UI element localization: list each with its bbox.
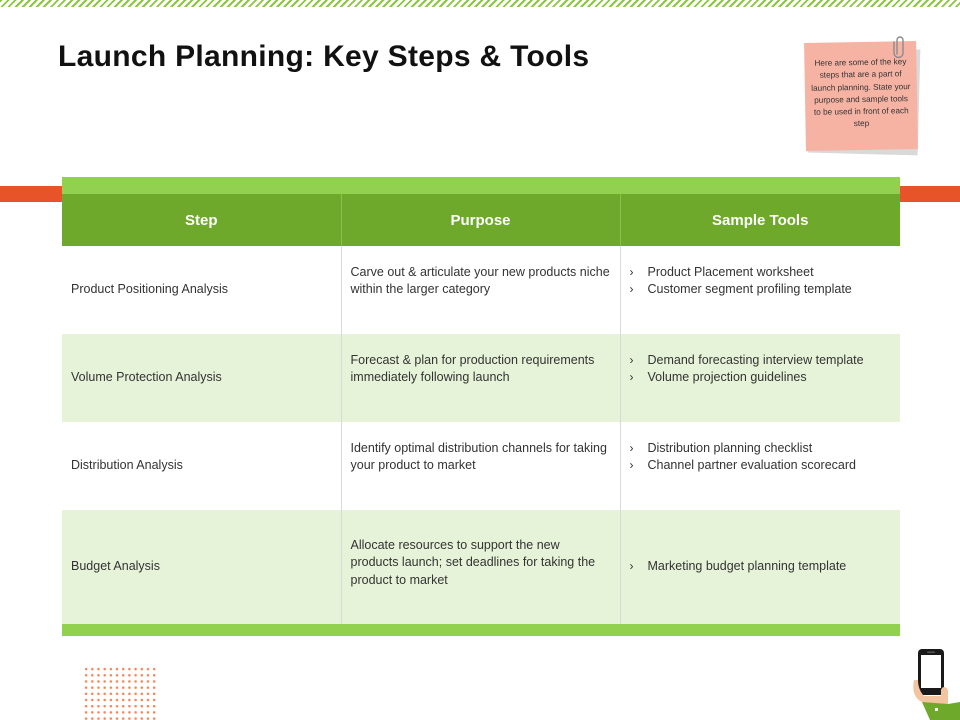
chevron-right-icon: › [629,440,634,455]
tools-cell [620,334,900,422]
chevron-right-icon: › [629,264,634,279]
chevron-right-icon: › [629,370,634,384]
table-row [62,422,900,510]
tool-item [630,264,892,282]
tools-cell [620,422,900,510]
tool-item [630,369,892,387]
tool-item [630,440,892,458]
purpose-cell: Carve out & articulate your new products niche within the larger category [341,246,620,334]
tools-cell [620,246,900,334]
tool-label: Volume projection guidelines [647,370,807,384]
accent-bar-right [900,186,960,202]
launch-steps-table [62,194,900,624]
tool-item [630,558,892,576]
tools-list [630,264,892,299]
header-purpose: Purpose [341,194,620,246]
table-top-band [62,177,900,194]
chevron-right-icon: › [629,559,634,574]
top-decorative-stripe [0,0,960,7]
table-row [62,510,900,624]
table-row [62,334,900,422]
tool-item [630,352,892,370]
page-title: Launch Planning: Key Steps & Tools [58,40,590,73]
tools-list [630,558,892,576]
sticky-note-text: Here are some of the key steps that are a part of launch planning. State your purpose and sample tools to be used in front of each step [804,41,918,151]
table-header-row [62,194,900,246]
step-cell: Volume Protection Analysis [62,334,341,422]
table-row [62,246,900,334]
tool-label: Channel partner evaluation scorecard [647,458,856,472]
tool-label: Demand forecasting interview template [647,352,864,367]
header-step: Step [62,194,341,246]
purpose-cell: Identify optimal distribution channels for taking your product to market [341,422,620,510]
step-cell: Budget Analysis [62,510,341,624]
accent-bar-left [0,186,62,202]
tools-list [630,440,892,475]
tools-list [630,352,892,387]
paperclip-icon [893,34,907,60]
tool-label: Marketing budget planning template [647,559,847,574]
chevron-right-icon: › [629,352,634,367]
tool-item [630,457,892,475]
header-sample-tools: Sample Tools [620,194,900,246]
tool-label: Distribution planning checklist [647,440,813,455]
purpose-cell: Forecast & plan for production requirements immediately following launch [341,334,620,422]
dot-pattern-decoration [83,666,158,720]
purpose-cell: Allocate resources to support the new products launch; set deadlines for taking the product to market [341,510,620,624]
chevron-right-icon: › [629,458,634,472]
sticky-note [805,42,919,154]
tool-item [630,281,892,299]
step-cell: Product Positioning Analysis [62,246,341,334]
tool-label: Customer segment profiling template [647,282,852,296]
step-cell: Distribution Analysis [62,422,341,510]
table-bottom-band [62,624,900,636]
phone-in-hand-icon [908,646,960,720]
chevron-right-icon: › [629,282,634,296]
tool-label: Product Placement worksheet [647,264,814,279]
tools-cell [620,510,900,624]
